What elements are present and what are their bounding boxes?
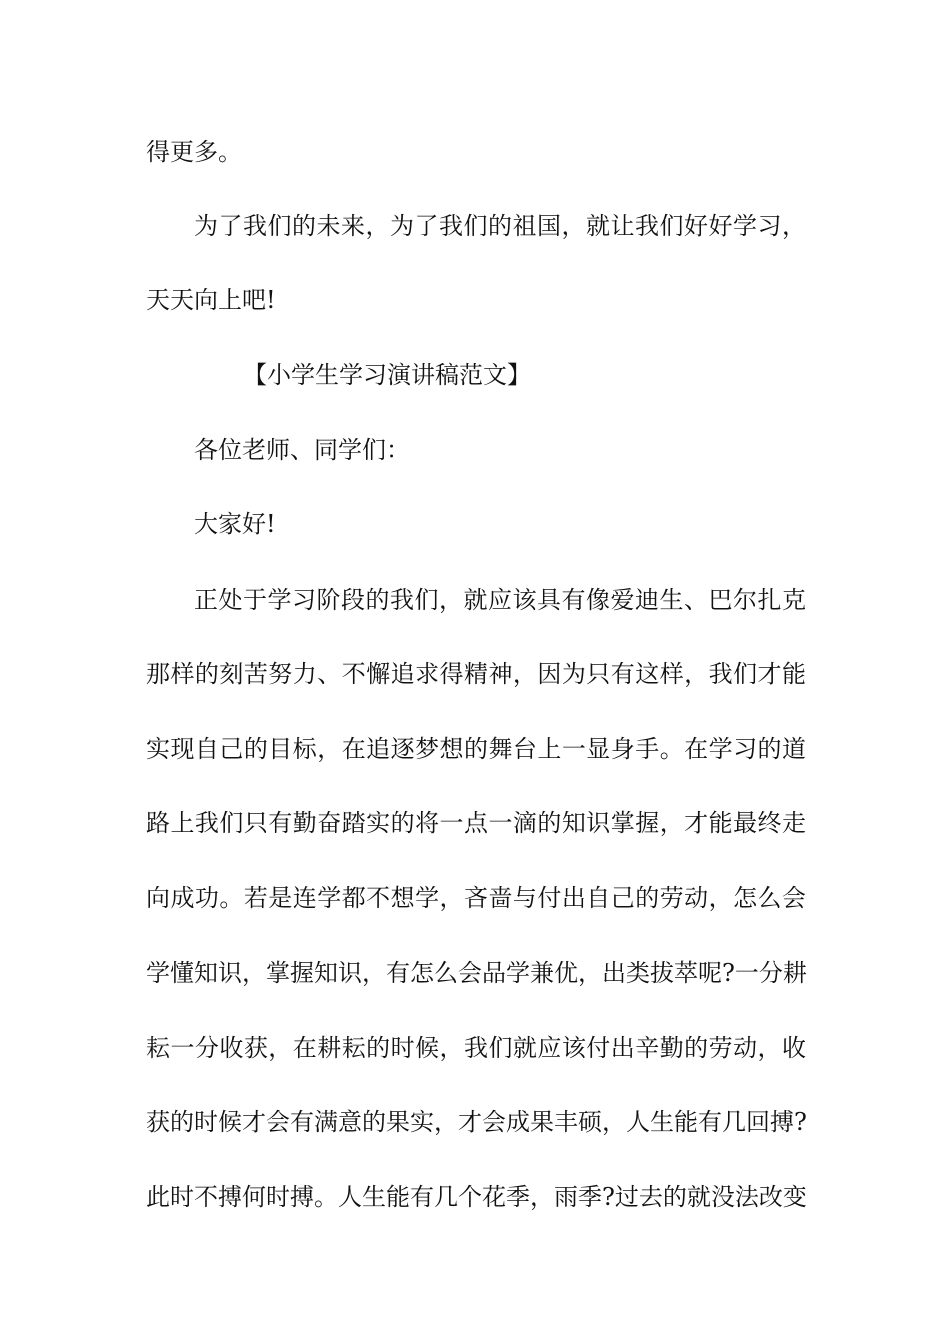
paragraph-line: 获的时候才会有满意的果实，才会成果丰硕，人生能有几回搏?	[146, 1108, 807, 1136]
paragraph-line: 路上我们只有勤奋踏实的将一点一滴的知识掌握，才能最终走	[146, 809, 806, 837]
section-heading: 【小学生学习演讲稿范文】	[243, 361, 531, 389]
paragraph-line: 实现自己的目标，在追逐梦想的舞台上一显身手。在学习的道	[146, 735, 806, 763]
paragraph-line: 此时不搏何时搏。人生能有几个花季，雨季?过去的就没法改变	[146, 1183, 807, 1211]
paragraph-line: 为了我们的未来，为了我们的祖国，就让我们好好学习，	[194, 212, 806, 240]
paragraph-line: 正处于学习阶段的我们，就应该具有像爱迪生、巴尔扎克	[194, 586, 806, 614]
paragraph-line: 向成功。若是连学都不想学，吝啬与付出自己的劳动，怎么会	[146, 884, 806, 912]
paragraph-line: 那样的刻苦努力、不懈追求得精神，因为只有这样，我们才能	[146, 660, 806, 688]
greeting: 大家好!	[194, 510, 276, 538]
paragraph-line: 得更多。	[146, 138, 242, 166]
paragraph-line: 学懂知识，掌握知识，有怎么会品学兼优，出类拔萃呢?一分耕	[146, 959, 807, 987]
paragraph-line: 耘一分收获，在耕耘的时候，我们就应该付出辛勤的劳动，收	[146, 1034, 806, 1062]
salutation: 各位老师、同学们：	[194, 436, 410, 464]
paragraph-line: 天天向上吧!	[146, 286, 276, 314]
